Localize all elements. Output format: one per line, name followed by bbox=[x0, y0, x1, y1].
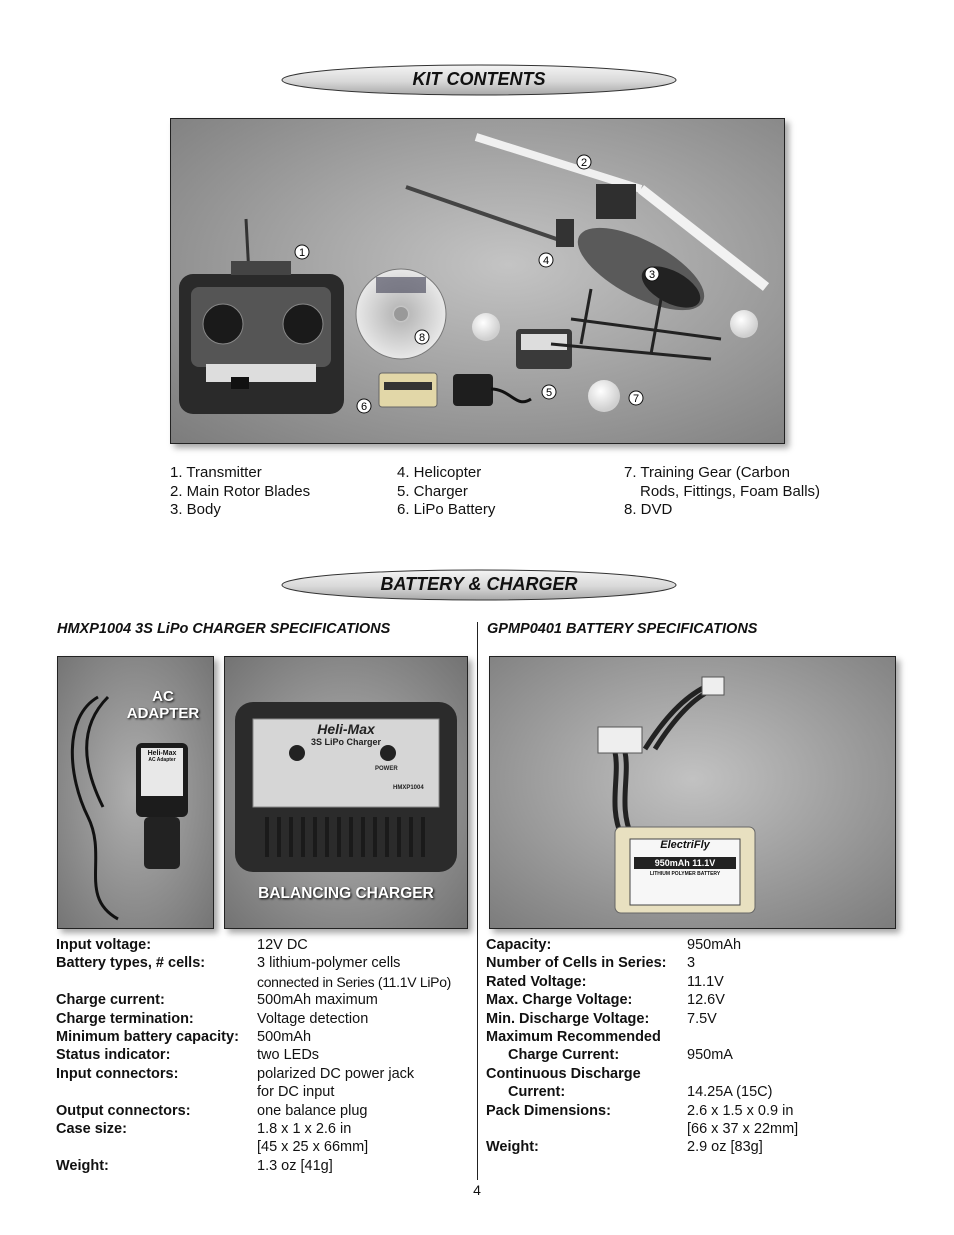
spec-row bbox=[56, 973, 451, 991]
spec-value: two LEDs bbox=[257, 1047, 320, 1064]
ac-adapter-photo bbox=[57, 656, 214, 929]
callout-5: 5 bbox=[545, 387, 553, 399]
spec-key: Max. Charge Voltage: bbox=[486, 992, 633, 1009]
kit-item: 2. Main Rotor Blades bbox=[170, 482, 311, 500]
spec-row bbox=[486, 1138, 798, 1156]
spec-row bbox=[56, 1083, 451, 1101]
spec-key: Number of Cells in Series: bbox=[486, 955, 667, 972]
spec-row bbox=[56, 936, 451, 954]
charger-model-label: HMXP1004 bbox=[393, 785, 424, 791]
battery-capacity-label: 950mAh 11.1V bbox=[654, 858, 716, 868]
spec-row bbox=[56, 1028, 451, 1046]
spec-value: 11.1V bbox=[687, 973, 724, 990]
spec-value: 12V DC bbox=[257, 937, 308, 953]
adapter-label: ADAPTER bbox=[126, 705, 200, 722]
kit-item: 3. Body bbox=[170, 501, 221, 518]
charger-spec-heading: HMXP1004 3S LiPo CHARGER SPECIFICATIONS bbox=[57, 621, 391, 637]
spec-value: 500mAh bbox=[257, 1029, 312, 1046]
spec-row bbox=[56, 1138, 451, 1156]
spec-key: Charge current: bbox=[56, 992, 165, 1009]
kit-contents-banner bbox=[280, 63, 678, 97]
battery-charger-title: BATTERY & CHARGER bbox=[380, 574, 578, 594]
kit-contents-title: KIT CONTENTS bbox=[412, 69, 546, 89]
spec-value: 3 bbox=[687, 955, 696, 972]
adapter-sub: AC Adapter bbox=[148, 757, 176, 763]
spec-row bbox=[56, 1046, 451, 1064]
spec-key: Continuous Discharge bbox=[486, 1065, 641, 1082]
spec-row bbox=[56, 1120, 451, 1138]
callout-7: 7 bbox=[632, 393, 640, 405]
kit-item: Rods, Fittings, Foam Balls) bbox=[640, 482, 821, 500]
spec-key: Pack Dimensions: bbox=[486, 1102, 611, 1119]
ac-label: AC bbox=[152, 688, 174, 705]
kit-list-col2 bbox=[397, 464, 495, 520]
spec-row bbox=[56, 1065, 451, 1083]
spec-value: [66 x 37 x 22mm] bbox=[687, 1121, 799, 1138]
spec-key: Weight: bbox=[486, 1139, 539, 1156]
spec-row bbox=[486, 1083, 798, 1101]
kit-contents-photo bbox=[170, 118, 785, 444]
spec-key: Input voltage: bbox=[56, 937, 152, 953]
callout-4: 4 bbox=[542, 255, 550, 267]
spec-row bbox=[486, 973, 798, 991]
spec-row bbox=[56, 954, 451, 972]
adapter-brand: Heli-Max bbox=[147, 750, 177, 757]
spec-value: one balance plug bbox=[257, 1102, 368, 1119]
spec-key: Case size: bbox=[56, 1121, 127, 1138]
kit-item: 6. LiPo Battery bbox=[397, 501, 496, 518]
balancing-charger-label: BALANCING CHARGER bbox=[258, 885, 434, 902]
lipo-battery-image bbox=[379, 373, 437, 407]
spec-row bbox=[486, 991, 798, 1009]
spec-row bbox=[486, 1065, 798, 1083]
spec-row bbox=[56, 1010, 451, 1028]
spec-key bbox=[56, 1138, 257, 1156]
kit-item: 1. Transmitter bbox=[170, 464, 262, 481]
column-divider bbox=[477, 622, 478, 1180]
spec-key: Charge Current: bbox=[508, 1047, 620, 1064]
spec-value bbox=[687, 1065, 798, 1083]
spec-key bbox=[486, 1120, 687, 1138]
spec-key: Battery types, # cells: bbox=[56, 955, 206, 972]
spec-key: Charge termination: bbox=[56, 1010, 194, 1027]
spec-key: Minimum battery capacity: bbox=[56, 1029, 239, 1046]
charger-brand: Heli-Max bbox=[317, 721, 375, 737]
spec-key: Input connectors: bbox=[56, 1065, 179, 1082]
spec-key: Status indicator: bbox=[56, 1047, 171, 1064]
kit-item: 4. Helicopter bbox=[397, 464, 482, 481]
callout-8: 8 bbox=[418, 332, 426, 344]
spec-value: 2.6 x 1.5 x 0.9 in bbox=[687, 1102, 794, 1119]
spec-value: 7.5V bbox=[687, 1010, 717, 1027]
spec-value: 1.8 x 1 x 2.6 in bbox=[257, 1121, 352, 1138]
spec-row bbox=[486, 1102, 798, 1120]
spec-key: Rated Voltage: bbox=[486, 973, 587, 990]
kit-item: 8. DVD bbox=[624, 501, 673, 518]
spec-value: 950mAh bbox=[687, 937, 742, 953]
spec-value: polarized DC power jack bbox=[257, 1065, 415, 1082]
spec-key: Min. Discharge Voltage: bbox=[486, 1010, 650, 1027]
spec-value: 12.6V bbox=[687, 992, 725, 1009]
callout-3: 3 bbox=[648, 269, 656, 281]
spec-value: [45 x 25 x 66mm] bbox=[257, 1139, 369, 1156]
spec-value bbox=[687, 1028, 798, 1046]
battery-photo bbox=[489, 656, 896, 929]
spec-value: 950mA bbox=[687, 1047, 733, 1064]
battery-spec-table bbox=[486, 936, 798, 1157]
battery-charger-banner bbox=[280, 568, 678, 602]
spec-key: Capacity: bbox=[486, 937, 552, 953]
spec-key: Maximum Recommended bbox=[486, 1029, 661, 1046]
spec-key bbox=[56, 1083, 257, 1101]
battery-type-label: LITHIUM POLYMER BATTERY bbox=[649, 871, 721, 877]
charger-photo bbox=[224, 656, 468, 929]
spec-row bbox=[486, 954, 798, 972]
kit-item: 5. Charger bbox=[397, 482, 468, 500]
spec-value: for DC input bbox=[257, 1084, 335, 1101]
spec-value: connected in Series (11.1V LiPo) bbox=[257, 973, 452, 990]
callout-1: 1 bbox=[298, 247, 306, 259]
spec-row bbox=[56, 991, 451, 1009]
kit-list-col1 bbox=[170, 464, 310, 520]
callout-2: 2 bbox=[580, 157, 588, 169]
spec-key: Weight: bbox=[56, 1157, 109, 1174]
spec-row bbox=[56, 1102, 451, 1120]
spec-key: Output connectors: bbox=[56, 1102, 191, 1119]
page-number: 4 bbox=[473, 1182, 481, 1198]
kit-item: 7. Training Gear (Carbon bbox=[624, 464, 790, 481]
kit-list-col3 bbox=[624, 464, 820, 520]
spec-value: 2.9 oz [83g] bbox=[687, 1139, 763, 1156]
spec-row bbox=[486, 936, 798, 954]
battery-brand: ElectriFly bbox=[660, 839, 710, 851]
spec-value: Voltage detection bbox=[257, 1010, 369, 1027]
spec-key: Current: bbox=[508, 1084, 566, 1101]
callout-6: 6 bbox=[360, 401, 368, 413]
spec-value: 1.3 oz [41g] bbox=[257, 1157, 333, 1174]
spec-value: 500mAh maximum bbox=[257, 992, 378, 1009]
spec-key bbox=[56, 973, 257, 991]
spec-row bbox=[56, 1157, 451, 1175]
spec-row bbox=[486, 1120, 798, 1138]
dvd-image bbox=[356, 269, 446, 359]
charger-sub: 3S LiPo Charger bbox=[310, 737, 382, 747]
spec-row bbox=[486, 1046, 798, 1064]
battery-spec-heading: GPMP0401 BATTERY SPECIFICATIONS bbox=[487, 621, 758, 637]
spec-row bbox=[486, 1028, 798, 1046]
charger-power-label: POWER bbox=[375, 766, 398, 772]
spec-value: 14.25A (15C) bbox=[687, 1084, 773, 1101]
charger-spec-table bbox=[56, 936, 451, 1175]
spec-value: 3 lithium-polymer cells bbox=[257, 955, 401, 972]
spec-row bbox=[486, 1010, 798, 1028]
